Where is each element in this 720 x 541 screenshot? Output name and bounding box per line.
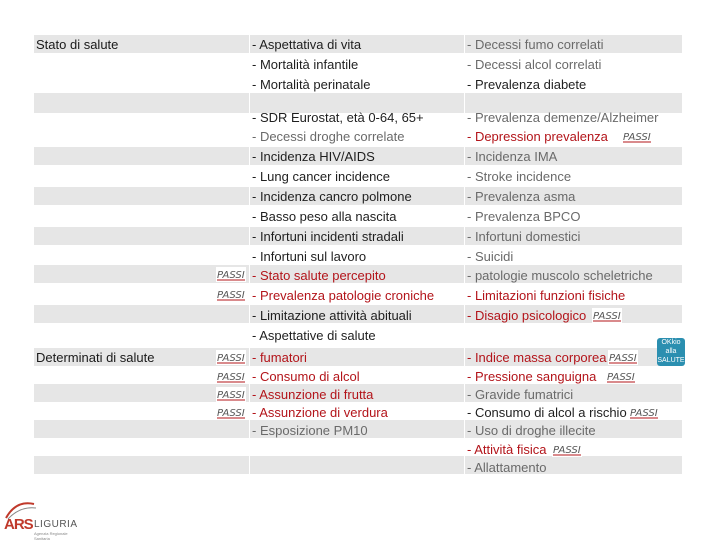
indicator-disagio-psicologico (467, 307, 622, 325)
indicator-lung-cancer: - Lung cancer incidence (252, 169, 391, 184)
indicator-decessi-alcol: - Decessi alcol correlati (467, 57, 602, 72)
svg-text:PASSI: PASSI (629, 408, 658, 420)
indicator-allattamento: - Allattamento (467, 460, 547, 475)
indicator-ima: - Incidenza IMA (467, 149, 558, 164)
indicator-hiv-aids: - Incidenza HIV/AIDS (252, 149, 375, 164)
passi-logo-icon (592, 308, 622, 323)
table-band-11 (34, 456, 682, 474)
indicator-prevalenza-diabete: - Prevalenza diabete (467, 77, 587, 92)
indicator-infortuni-domestici: - Infortuni domestici (467, 229, 581, 244)
svg-text:PASSI: PASSI (217, 372, 245, 383)
passi-logo-icon (606, 369, 636, 384)
indicator-attivita-fisica (467, 441, 582, 459)
indicator-depression (467, 128, 652, 146)
indicator-droghe-illecite: - Uso di droghe illecite (467, 423, 596, 438)
svg-text:PASSI: PASSI (217, 408, 245, 419)
indicator-stato-salute-percepito: - Stato salute percepito (252, 268, 386, 283)
indicator-aspettative-salute: - Aspettative di salute (252, 328, 376, 343)
indicator-depression-label: - Depression prevalenza (467, 129, 608, 144)
indicator-verdura: - Assunzione di verdura (252, 405, 388, 420)
passi-logo-icon (608, 350, 638, 365)
passi-logo-icon (216, 405, 246, 420)
passi-logo-icon (216, 350, 246, 365)
indicator-massa-corporea (467, 349, 638, 367)
indicator-basso-peso: - Basso peso alla nascita (252, 209, 397, 224)
svg-text:PASSI: PASSI (217, 270, 245, 281)
indicator-consumo-alcol: - Consumo di alcol (252, 369, 360, 384)
indicator-cancro-polmone: - Incidenza cancro polmone (252, 189, 412, 204)
indicator-patologie-croniche: - Prevalenza patologie croniche (252, 288, 435, 303)
passi-logo-icon (629, 405, 659, 420)
indicator-fumatori: - fumatori (252, 350, 307, 365)
indicator-infortuni-lavoro: - Infortuni sul lavoro (252, 249, 367, 264)
logo-ars-text: ARS (4, 516, 33, 533)
indicator-limitazione-attivita: - Limitazione attività abituali (252, 308, 412, 323)
indicator-decessi-droghe: - Decessi droghe correlate (252, 129, 405, 144)
indicator-gravide-fumatrici: - Gravide fumatrici (467, 387, 574, 402)
indicator-suicidi: - Suicidi (467, 249, 514, 264)
indicator-decessi-fumo: - Decessi fumo correlati (467, 37, 604, 52)
indicator-pm10: - Esposizione PM10 (252, 423, 368, 438)
indicator-sdr-eurostat: - SDR Eurostat, età 0-64, 65+ (252, 110, 424, 125)
svg-text:PASSI: PASSI (607, 372, 636, 384)
svg-text:PASSI: PASSI (609, 353, 638, 365)
okkio-salute-badge: OKkio alla SALUTE (657, 339, 685, 364)
svg-text:PASSI: PASSI (553, 445, 582, 457)
svg-text:PASSI: PASSI (217, 290, 245, 301)
passi-logo-icon (552, 442, 582, 457)
indicator-mortalita-infantile: - Mortalità infantile (252, 57, 359, 72)
indicator-asma: - Prevalenza asma (467, 189, 576, 204)
indicator-limitazioni-fisiche: - Limitazioni funzioni fisiche (467, 288, 626, 303)
indicator-mortalita-perinatale: - Mortalità perinatale (252, 77, 371, 92)
section-label-health-status: Stato di salute (36, 37, 119, 52)
indicator-bpco: - Prevalenza BPCO (467, 209, 581, 224)
column-divider-2 (464, 35, 465, 475)
svg-text:PASSI: PASSI (217, 390, 245, 401)
indicator-alcol-rischio (467, 404, 659, 422)
indicator-disagio-label: - Disagio psicologico (467, 308, 587, 323)
ars-liguria-logo (4, 498, 78, 541)
passi-logo-icon (622, 129, 652, 144)
column-divider-1 (249, 35, 250, 475)
svg-text:PASSI: PASSI (217, 353, 245, 364)
indicator-incidenti-stradali: - Infortuni incidenti stradali (252, 229, 404, 244)
svg-text:PASSI: PASSI (593, 311, 621, 323)
indicator-alcol-rischio-label: - Consumo di alcol a rischio (467, 405, 627, 420)
indicator-massa-label: - Indice massa corporea (467, 350, 607, 365)
passi-logo-icon (216, 387, 246, 402)
passi-logo-icon (216, 267, 246, 282)
indicator-pressione (467, 368, 636, 386)
indicator-demenze: - Prevalenza demenze/Alzheimer (467, 110, 659, 125)
passi-logo-icon (216, 369, 246, 384)
indicator-stroke: - Stroke incidence (467, 169, 572, 184)
passi-logo-icon (216, 287, 246, 302)
indicator-muscolo-scheletriche: - patologie muscolo scheletriche (467, 268, 653, 283)
indicator-frutta: - Assunzione di frutta (252, 387, 374, 402)
section-label-determinants: Determinati di salute (36, 350, 155, 365)
logo-tagline: Agenzia Regionale Sanitaria (34, 531, 68, 541)
indicator-aspettativa-vita: - Aspettativa di vita (252, 37, 362, 52)
logo-liguria-text: LIGURIA (34, 519, 78, 530)
indicator-pressione-label: - Pressione sanguigna (467, 369, 597, 384)
indicator-attivita-label: - Attività fisica (467, 442, 547, 457)
svg-text:PASSI: PASSI (622, 132, 651, 144)
